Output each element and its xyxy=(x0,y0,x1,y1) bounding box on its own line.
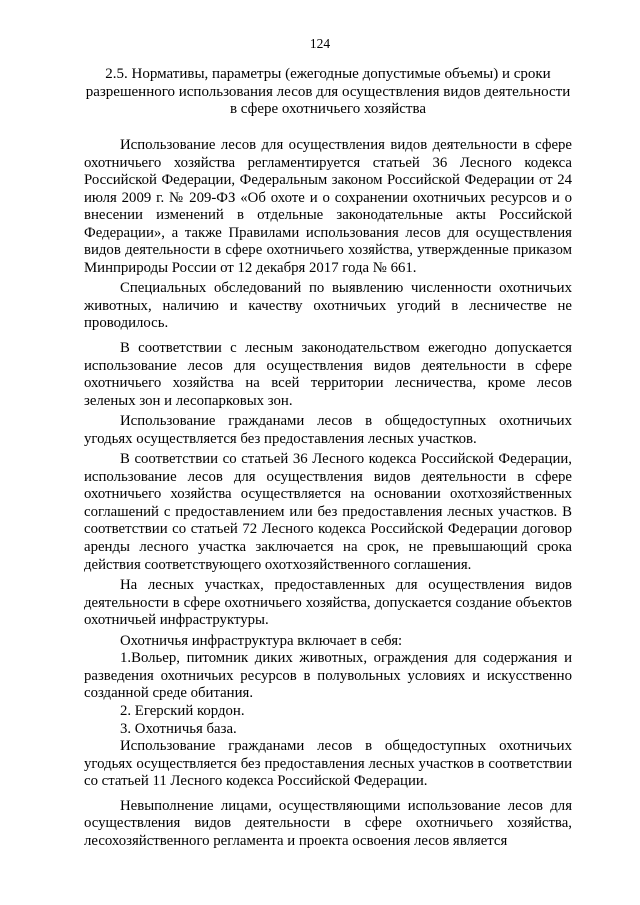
paragraph: В соответствии с лесным законодательством ежегодно допускается использование лесов для осуществления видов деятельности в сфере охотничьего хозяйства на всей территории лесничества, кроме лесов зеленых зон и лесопарковых зон. xyxy=(84,340,572,409)
paragraph: 1.Вольер, питомник диких животных, ограждения для содержания и разведения охотничьих ресурсов в полувольных условиях и искусственно созданной среде обитания. xyxy=(84,650,572,702)
body-text xyxy=(84,137,572,850)
paragraph: На лесных участках, предоставленных для осуществления видов деятельности в сфере охотничьего хозяйства, допускается создание объектов охотничьей инфраструктуры. xyxy=(84,577,572,629)
paragraph: 3. Охотничья база. xyxy=(120,720,237,737)
page-number: 124 xyxy=(309,36,331,51)
paragraph: Невыполнение лицами, осуществляющими использование лесов для осуществления видов деятельности в сфере охотничьего хозяйства, лесохозяйственного регламента и проекта освоения лесов является xyxy=(84,797,572,849)
paragraph: Специальных обследований по выявлению численности охотничьих животных, наличию и качеству охотничьих угодий в лесничестве не проводилось. xyxy=(84,280,572,332)
section-heading xyxy=(84,66,572,119)
heading-line: разрешенного использования лесов для осуществления видов деятельности xyxy=(85,83,571,100)
paragraph: 2. Егерский кордон. xyxy=(120,702,245,719)
paragraph: Охотничья инфраструктура включает в себя: xyxy=(120,632,403,649)
paragraph: Использование лесов для осуществления видов деятельности в сфере охотничьего хозяйства регламентируется статьей 36 Лесного кодекса Российской Федерации, Федеральным законом Российской Федерации от 24 июля 2009 г. № 209-ФЗ «Об охоте и о сохранении охотничьих ресурсов и о внесении изменений в отдельные законодательные акты Российской Федерации», а также Правилами использования лесов для осуществления видов деятельности в сфере охотничьего хозяйства, утвержденные приказом Минприроды России от 12 декабря 2017 года № 661. xyxy=(84,137,572,276)
paragraph: В соответствии со статьей 36 Лесного кодекса Российской Федерации, использование лесов для осуществления видов деятельности в сфере охотничьего хозяйства осуществляется на основании охотхозяйственных соглашений с предоставлением или без предоставления лесных участков. В соответствии со статьей 72 Лесного кодекса Российской Федерации договор аренды лесного участка заключается на срок, не превышающий срока действия соответствующего охотхозяйственного соглашения. xyxy=(84,451,572,573)
heading-line: 2.5. Нормативы, параметры (ежегодные допустимые объемы) и сроки xyxy=(105,66,551,82)
heading-line: в сфере охотничьего хозяйства xyxy=(229,101,427,117)
paragraph: Использование гражданами лесов в общедоступных охотничьих угодьях осуществляется без предоставления лесных участков в соответствии со статьей 11 Лесного кодекса Российской Федерации. xyxy=(84,738,572,790)
paragraph: Использование гражданами лесов в общедоступных охотничьих угодьях осуществляется без предоставления лесных участков. xyxy=(84,413,572,447)
